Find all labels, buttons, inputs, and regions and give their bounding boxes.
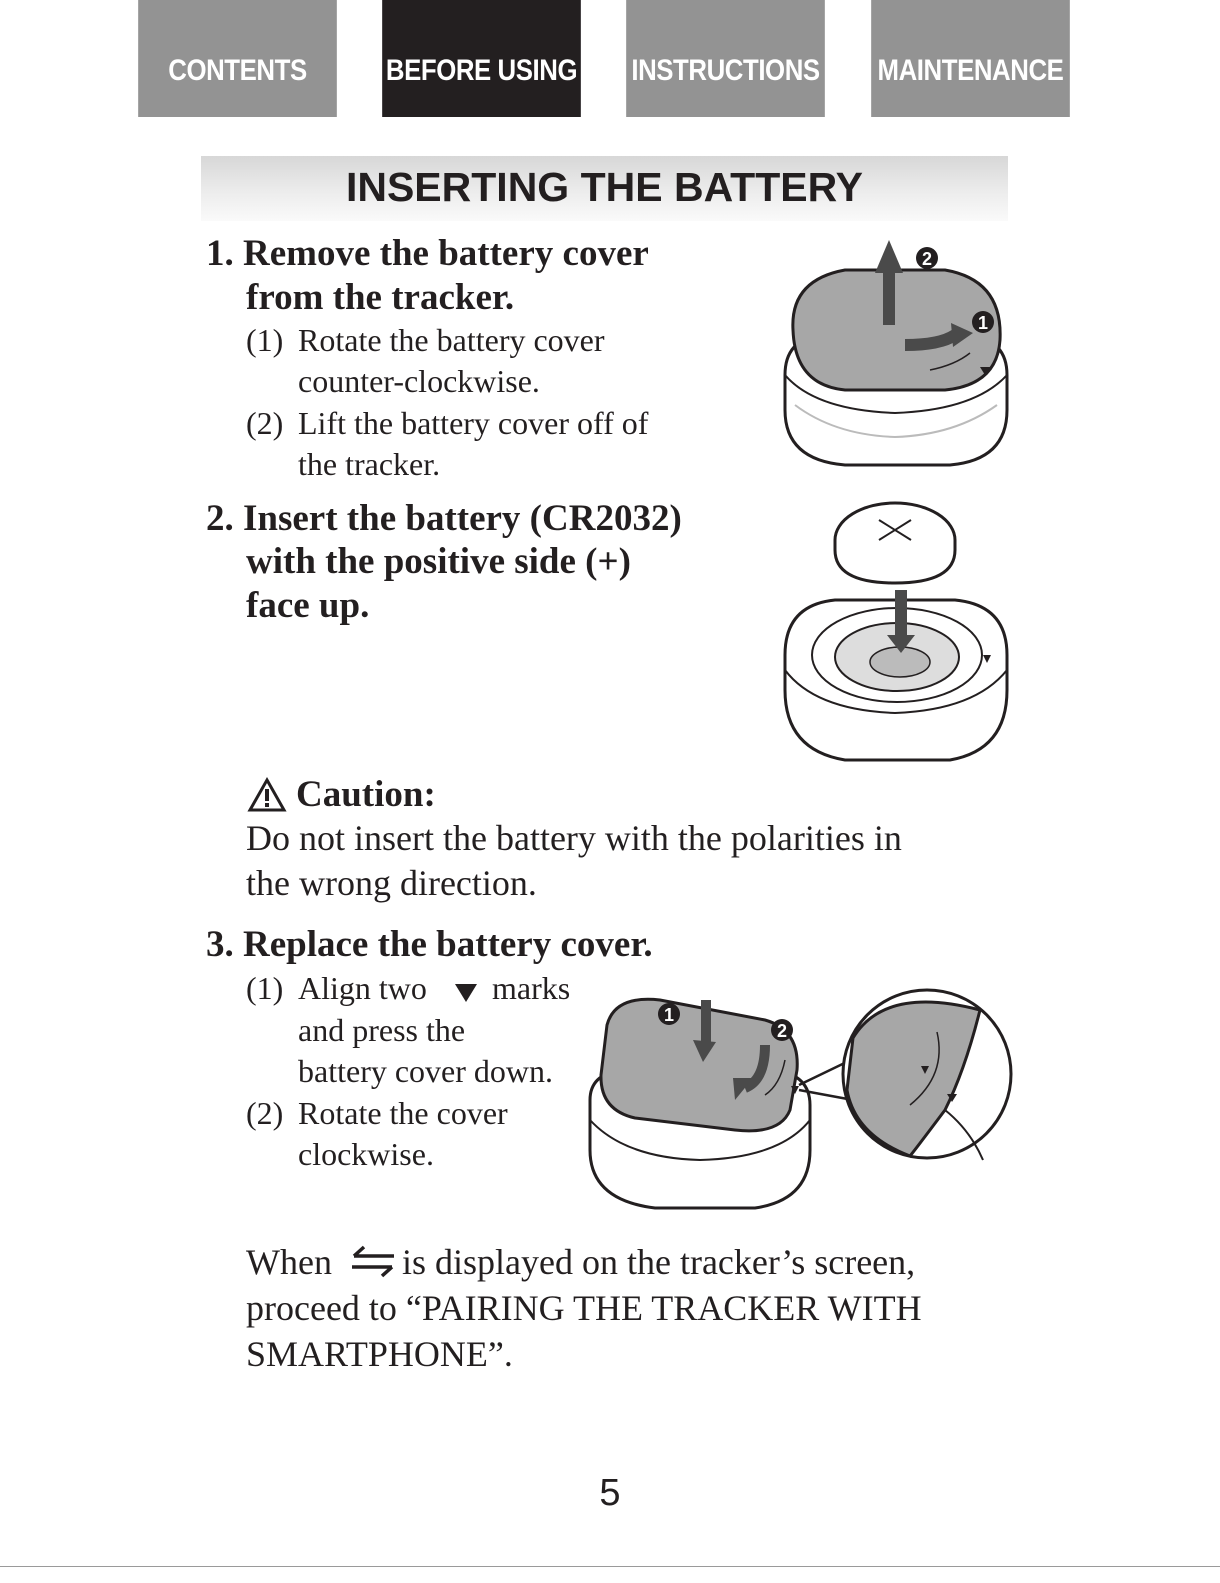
step3-sub2-number: (2) xyxy=(246,1095,284,1131)
tab-before-using[interactable]: BEFORE USING xyxy=(382,0,581,117)
step1-heading-cont: from the tracker. xyxy=(246,277,515,318)
marker-2-label: 2 xyxy=(776,1021,788,1041)
step3-sub2-text-cont: clockwise. xyxy=(298,1136,434,1172)
step3-sub1-number: (1) xyxy=(246,970,284,1006)
pairing-text-cont: proceed to “PAIRING THE TRACKER WITH xyxy=(246,1288,922,1328)
step1-sub1-number: (1) xyxy=(246,322,284,358)
step3-sub1-text: Align two xyxy=(298,970,427,1006)
caution-label: Caution: xyxy=(296,774,436,815)
tab-instructions[interactable]: INSTRUCTIONS xyxy=(626,0,825,117)
page-title: INSERTING THE BATTERY xyxy=(345,164,864,210)
step1-sub2-number: (2) xyxy=(246,405,284,441)
marker-2-label: 2 xyxy=(921,249,933,269)
page-number: 5 xyxy=(599,1472,621,1514)
down-triangle-icon xyxy=(454,983,478,1003)
page-bottom-divider xyxy=(0,1566,1220,1567)
step2-heading-cont2: face up. xyxy=(246,585,370,626)
replace-cover-illustration xyxy=(585,990,1015,1215)
tab-contents[interactable]: CONTENTS xyxy=(138,0,337,117)
pairing-arrows-icon xyxy=(350,1245,396,1279)
step2-heading: 2. Insert the battery (CR2032) xyxy=(206,498,682,539)
insert-battery-illustration xyxy=(775,495,1020,775)
remove-cover-illustration xyxy=(775,235,1020,475)
pairing-text-cont2: SMARTPHONE”. xyxy=(246,1334,513,1374)
warning-triangle-icon xyxy=(248,778,286,812)
caution-text: Do not insert the battery with the polarities in xyxy=(246,818,902,858)
step3-sub1-text-cont: and press the xyxy=(298,1012,466,1048)
step3-sub2-text: Rotate the cover xyxy=(298,1095,508,1131)
step2-heading-cont: with the positive side (+) xyxy=(246,541,631,582)
step1-sub1-text: Rotate the battery cover xyxy=(298,322,605,358)
step1-sub2-text: Lift the battery cover off of xyxy=(298,405,649,441)
step1-sub1-text-cont: counter-clockwise. xyxy=(298,363,540,399)
step1-heading: 1. Remove the battery cover xyxy=(206,233,649,274)
step3-heading: 3. Replace the battery cover. xyxy=(206,924,653,965)
tab-maintenance[interactable]: MAINTENANCE xyxy=(871,0,1070,117)
caution-text-cont: the wrong direction. xyxy=(246,863,537,903)
step3-sub1-text-b: marks xyxy=(492,970,571,1006)
step1-sub2-text-cont: the tracker. xyxy=(298,446,441,482)
pairing-text-start: When xyxy=(246,1242,332,1282)
section-title-bar xyxy=(201,156,1008,221)
pairing-text: is displayed on the tracker’s screen, xyxy=(402,1242,916,1282)
step3-sub1-text-cont2: battery cover down. xyxy=(298,1053,554,1089)
marker-1-label: 1 xyxy=(977,313,989,333)
marker-1-label: 1 xyxy=(663,1005,675,1025)
